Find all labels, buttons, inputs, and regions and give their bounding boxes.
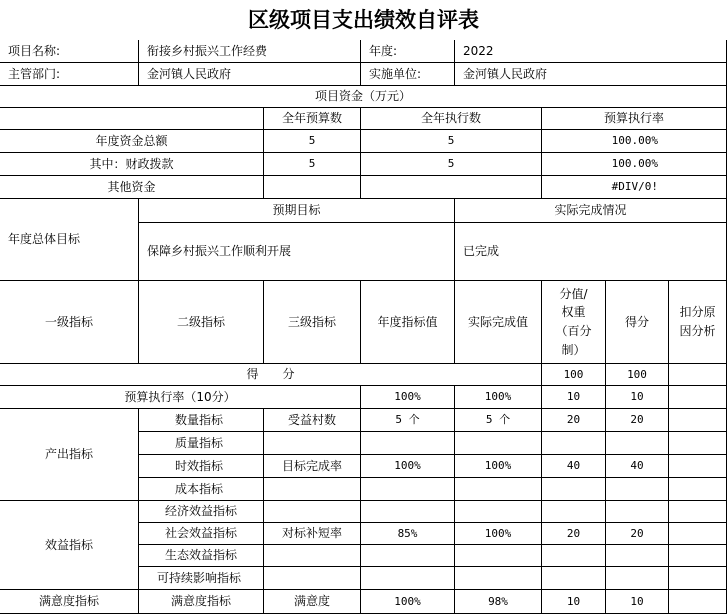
output-l3 bbox=[264, 432, 361, 455]
effect-target: 85% bbox=[361, 523, 455, 545]
goal-actual-header: 实际完成情况 bbox=[455, 199, 727, 223]
effect-weight bbox=[542, 545, 606, 567]
header-score: 得分 bbox=[606, 281, 669, 364]
effect-actual: 100% bbox=[455, 523, 542, 545]
effect-label: 效益指标 bbox=[0, 501, 139, 590]
effect-target bbox=[361, 501, 455, 523]
output-weight bbox=[542, 432, 606, 455]
header-actual: 实际完成值 bbox=[455, 281, 542, 364]
funds-row-budget bbox=[264, 176, 361, 199]
effect-target bbox=[361, 545, 455, 567]
effect-deduct bbox=[669, 523, 727, 545]
impl-value: 金河镇人民政府 bbox=[455, 63, 727, 86]
year-label: 年度: bbox=[361, 40, 455, 63]
effect-l2: 经济效益指标 bbox=[139, 501, 264, 523]
satisfaction-l1: 满意度指标 bbox=[0, 590, 139, 614]
satisfaction-actual: 98% bbox=[455, 590, 542, 614]
funds-row-label: 其中：财政拨款 bbox=[0, 153, 264, 176]
output-l3: 目标完成率 bbox=[264, 455, 361, 478]
goal-label: 年度总体目标 bbox=[0, 199, 139, 281]
effect-actual bbox=[455, 545, 542, 567]
header-level2: 二级指标 bbox=[139, 281, 264, 364]
output-target: 100% bbox=[361, 455, 455, 478]
total-score-label: 得 分 bbox=[0, 364, 542, 386]
project-name-value: 衔接乡村振兴工作经费 bbox=[139, 40, 361, 63]
funds-header-rate: 预算执行率 bbox=[542, 108, 727, 130]
effect-l2: 社会效益指标 bbox=[139, 523, 264, 545]
output-target: 5 个 bbox=[361, 409, 455, 432]
funds-row-budget: 5 bbox=[264, 153, 361, 176]
funds-row-executed: 5 bbox=[361, 153, 542, 176]
output-label: 产出指标 bbox=[0, 409, 139, 501]
budget-exec-actual: 100% bbox=[455, 386, 542, 409]
funds-header-budget: 全年预算数 bbox=[264, 108, 361, 130]
output-target bbox=[361, 478, 455, 501]
total-score: 100 bbox=[606, 364, 669, 386]
effect-l3: 对标补短率 bbox=[264, 523, 361, 545]
effect-l3 bbox=[264, 545, 361, 567]
funds-row-rate: 100.00% bbox=[542, 130, 727, 153]
budget-exec-label: 预算执行率（10分） bbox=[0, 386, 361, 409]
header-level1: 一级指标 bbox=[0, 281, 139, 364]
output-weight: 20 bbox=[542, 409, 606, 432]
effect-score: 20 bbox=[606, 523, 669, 545]
budget-exec-deduct bbox=[669, 386, 727, 409]
output-actual: 100% bbox=[455, 455, 542, 478]
effect-score bbox=[606, 501, 669, 523]
output-score: 40 bbox=[606, 455, 669, 478]
budget-exec-target: 100% bbox=[361, 386, 455, 409]
effect-weight bbox=[542, 567, 606, 590]
funds-section-header: 项目资金（万元） bbox=[0, 86, 727, 108]
output-score bbox=[606, 432, 669, 455]
funds-row-rate: #DIV/0! bbox=[542, 176, 727, 199]
impl-label: 实施单位: bbox=[361, 63, 455, 86]
effect-deduct bbox=[669, 545, 727, 567]
funds-row-label: 其他资金 bbox=[0, 176, 264, 199]
effect-deduct bbox=[669, 567, 727, 590]
effect-l2: 生态效益指标 bbox=[139, 545, 264, 567]
output-l2: 数量指标 bbox=[139, 409, 264, 432]
effect-l2: 可持续影响指标 bbox=[139, 567, 264, 590]
budget-exec-weight: 10 bbox=[542, 386, 606, 409]
satisfaction-l3: 满意度 bbox=[264, 590, 361, 614]
dept-value: 金河镇人民政府 bbox=[139, 63, 361, 86]
sheet-title: 区级项目支出绩效自评表 bbox=[248, 7, 479, 32]
output-weight: 40 bbox=[542, 455, 606, 478]
satisfaction-l2: 满意度指标 bbox=[139, 590, 264, 614]
effect-deduct bbox=[669, 501, 727, 523]
year-value: 2022 bbox=[455, 40, 727, 63]
funds-row-label: 年度资金总额 bbox=[0, 130, 264, 153]
goal-expected-header: 预期目标 bbox=[139, 199, 455, 223]
output-l3: 受益村数 bbox=[264, 409, 361, 432]
effect-weight: 20 bbox=[542, 523, 606, 545]
project-name-label: 项目名称: bbox=[0, 40, 139, 63]
output-deduct bbox=[669, 432, 727, 455]
effect-l3 bbox=[264, 501, 361, 523]
effect-target bbox=[361, 567, 455, 590]
goal-expected-text: 保障乡村振兴工作顺利开展 bbox=[139, 223, 455, 281]
output-score: 20 bbox=[606, 409, 669, 432]
funds-header-blank bbox=[0, 108, 264, 130]
output-l2: 质量指标 bbox=[139, 432, 264, 455]
satisfaction-weight: 10 bbox=[542, 590, 606, 614]
output-l2: 时效指标 bbox=[139, 455, 264, 478]
header-level3: 三级指标 bbox=[264, 281, 361, 364]
effect-score bbox=[606, 567, 669, 590]
total-weight: 100 bbox=[542, 364, 606, 386]
satisfaction-score: 10 bbox=[606, 590, 669, 614]
header-target: 年度指标值 bbox=[361, 281, 455, 364]
output-l3 bbox=[264, 478, 361, 501]
output-target bbox=[361, 432, 455, 455]
output-deduct bbox=[669, 409, 727, 432]
satisfaction-target: 100% bbox=[361, 590, 455, 614]
funds-header-executed: 全年执行数 bbox=[361, 108, 542, 130]
output-actual: 5 个 bbox=[455, 409, 542, 432]
output-l2: 成本指标 bbox=[139, 478, 264, 501]
funds-row-budget: 5 bbox=[264, 130, 361, 153]
funds-row-rate: 100.00% bbox=[542, 153, 727, 176]
header-weight: 分值/权重（百分制） bbox=[542, 281, 606, 364]
output-actual bbox=[455, 478, 542, 501]
effect-actual bbox=[455, 567, 542, 590]
funds-row-executed bbox=[361, 176, 542, 199]
effect-actual bbox=[455, 501, 542, 523]
budget-exec-score: 10 bbox=[606, 386, 669, 409]
effect-score bbox=[606, 545, 669, 567]
goal-actual-text: 已完成 bbox=[455, 223, 727, 281]
output-actual bbox=[455, 432, 542, 455]
dept-label: 主管部门: bbox=[0, 63, 139, 86]
total-deduct bbox=[669, 364, 727, 386]
satisfaction-deduct bbox=[669, 590, 727, 614]
output-weight bbox=[542, 478, 606, 501]
effect-weight bbox=[542, 501, 606, 523]
output-score bbox=[606, 478, 669, 501]
output-deduct bbox=[669, 455, 727, 478]
output-deduct bbox=[669, 478, 727, 501]
effect-l3 bbox=[264, 567, 361, 590]
funds-row-executed: 5 bbox=[361, 130, 542, 153]
header-deduct: 扣分原因分析 bbox=[669, 281, 727, 364]
